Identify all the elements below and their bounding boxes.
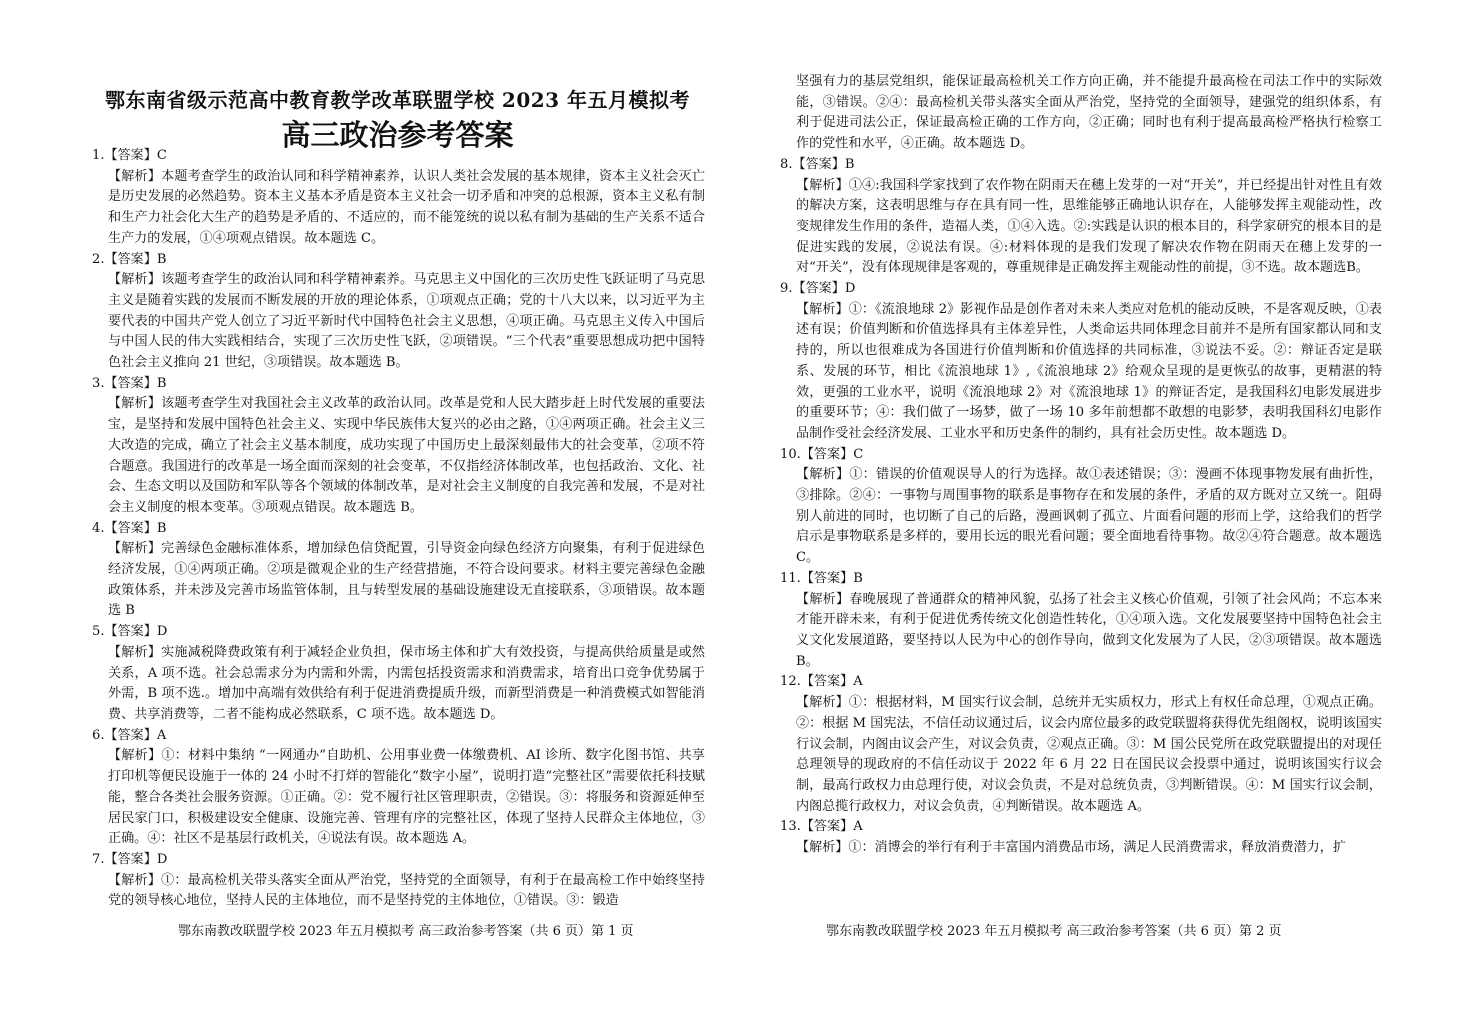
analysis-text: 【解析】本题考查学生的政治认同和科学精神素养，认识人类社会发展的基本规律，资本主义社会灭亡是历史发展的必然趋势。资本主义基本矛盾是资本主义社会一切矛盾和冲突的总根源，资本主义私有制和生产力社会化大生产的趋势是矛盾的、不适应的，而不能笼统的说以私有制为基础的生产关系不适合生产力的发展，①④项观点错误。故本题选 C。 xyxy=(108,168,705,246)
analysis-text: 坚强有力的基层党组织，能保证最高检机关工作方向正确，并不能提升最高检在司法工作中的实际效能，③错误。②④：最高检机关带头落实全面从严治党，坚持党的全面领导，建强党的组织体系，有利于促进司法公正，保证最高检正确的工作方向，②正确；同时也有利于提高最高检严格执行检察工作的党性和水平，④正确。故本题选 D。 xyxy=(796,74,1382,152)
page-footer-1: 鄂东南教改联盟学校 2023 年五月模拟考 高三政治参考答案（共 6 页）第 1 页 xyxy=(178,924,634,939)
answer-label: 1.【答案】C xyxy=(92,148,167,163)
answer-label: 5.【答案】D xyxy=(92,624,168,640)
answer-item xyxy=(778,279,1382,445)
answer-label: 7.【答案】D xyxy=(92,851,168,867)
answer-item xyxy=(778,817,1382,858)
answer-item xyxy=(778,569,1382,673)
answer-label: 12.【答案】A xyxy=(780,674,863,690)
answer-key-title: 高三政治参考答案 xyxy=(281,118,514,152)
page-footer-2: 鄂东南教改联盟学校 2023 年五月模拟考 高三政治参考答案（共 6 页）第 2 页 xyxy=(826,924,1282,939)
answer-label: 9.【答案】D xyxy=(780,281,856,297)
analysis-text: 【解析】实施减税降费政策有利于减轻企业负担，保市场主体和扩大有效投资，与提高供给质量是或然关系，A 项不选。社会总需求分为内需和外需，内需包括投资需求和消费需求，培育出口竞争优势属于外需，B 项不选.。增加中高端有效供给有利于促进消费提质升级，而新型消费是一种消费模式如智能消费、共享消费等，二者不能构成必然联系，C 项不选。故本题选 D。 xyxy=(108,644,705,722)
analysis-text: 【解析】春晚展现了普通群众的精神风貌，弘扬了社会主义核心价值观，引领了社会风尚；不忘本来才能开辟未来，有利于促进优秀传统文化创造性转化，①④项入选。文化发展要坚持中国特色社会主义文化发展道路，要坚持以人民为中心的创作导向，做到文化发展为了人民，②③项错误。故本题选 B。 xyxy=(796,591,1382,669)
answer-item xyxy=(778,445,1382,569)
answer-label: 11.【答案】B xyxy=(780,570,863,586)
right-answer-list xyxy=(778,72,1382,859)
exam-title: 鄂东南省级示范高中教育教学改革联盟学校 2023 年五月模拟考 xyxy=(104,88,691,112)
analysis-text: 【解析】完善绿色金融标准体系，增加绿色信贷配置，引导资金向绿色经济方向聚集，有利于促进绿色经济发展，①④两项正确。②项是微观企业的生产经营措施，不符合设问要求。材料主要完善绿色金融政策体系，并未涉及完善市场监管体制，且与转型发展的基础设施建设无直接联系，③项错误。故本题选 B xyxy=(108,541,705,619)
answer-item xyxy=(90,519,705,623)
answer-label: 10.【答案】C xyxy=(780,446,864,462)
answer-label: 6.【答案】A xyxy=(92,727,167,743)
answer-label: 8.【答案】B xyxy=(780,156,855,172)
analysis-text: 【解析】①：最高检机关带头落实全面从严治党，坚持党的全面领导，有利于在最高检工作中始终坚持党的领导核心地位，坚持人民的主体地位，而不是坚持党的主体地位，①错误。③：锻造 xyxy=(108,872,705,909)
answer-item xyxy=(90,850,705,912)
answer-item xyxy=(90,250,705,374)
analysis-text: 【解析】①：根据材料，M 国实行议会制，总统并无实质权力，形式上有权任命总理，①观点正确。②：根据 M 国宪法，不信任动议通过后，议会内席位最多的政党联盟将获得优先组阁权，说明该国实行议会制，内阁由议会产生，对议会负责，②观点正确。③：M 国公民党所在政党联盟提出的对现任总理领导的现政府的不信任动议于 2022 年 6 月 22 日在国民议会投票中通过，说明该国实行议会制，最高行政权力由总理行使，对议会负责，不是对总统负责，③判断错误。④：M 国实行议会制，内阁总揽行政权力，对议会负责，④判断错误。故本题选 A。 xyxy=(796,695,1382,814)
left-answer-list xyxy=(90,146,705,912)
answer-item xyxy=(90,374,705,519)
answer-label: 4.【答案】B xyxy=(92,520,167,536)
answer-item xyxy=(90,622,705,726)
answer-item xyxy=(778,155,1382,279)
analysis-text: 【解析】该题考查学生对我国社会主义改革的政治认同。改革是党和人民大踏步赶上时代发展的重要法宝，是坚持和发展中国特色社会主义、实现中华民族伟大复兴的必由之路，①④两项正确。社会主义三大改造的完成，确立了社会主义基本制度，成功实现了中国历史上最深刻最伟大的社会变革，②项不符合题意。我国进行的改革是一场全面而深刻的社会变革，不仅指经济体制改革，也包括政治、文化、社会、生态文明以及国防和军队等各个领域的体制改革，是对社会主义制度的自我完善和发展，不是对社会主义制度的根本变革。③项观点错误。故本题选 B。 xyxy=(108,396,705,515)
analysis-text: 【解析】①④:我国科学家找到了农作物在阴雨天在穗上发芽的一对“开关”，并已经提出针对性且有效的解决方案，这表明思维与存在具有同一性，思维能够正确地认识存在，人能够发挥主观能动性，改变规律发生作用的条件，造福人类，①④入选。②:实践是认识的根本目的，科学家研究的根本目的是促进实践的发展，②说法有误。④:材料体现的是我们发现了解决农作物在阴雨天在穗上发芽的一对“开关”，没有体现规律是客观的，尊重规律是正确发挥主观能动性的前提，③不选。故本题选B。 xyxy=(796,177,1382,276)
answer-item xyxy=(778,672,1382,817)
answer-label: 13.【答案】A xyxy=(780,819,863,835)
answer-label: 3.【答案】B xyxy=(92,375,167,391)
analysis-text: 【解析】①：材料中集纳 “一网通办”自助机、公用事业费一体缴费机、AI 诊所、数字化图书馆、共享打印机等便民设施于一体的 24 小时不打烊的智能化“数字小屋”，说明打造“完整社区”需要依托科技赋能，整合各类社会服务资源。①正确。②：党不履行社区管理职责，②错误。③：将服务和资源延伸至居民家门口，积极建设安全健康、设施完善、管理有序的完整社区，体现了坚持人民群众主体地位，③正确。④：社区不是基层行政机关，④说法有误。故本题选 A。 xyxy=(108,748,705,847)
analysis-text: 【解析】①：错误的价值观误导人的行为选择。故①表述错误；③：漫画不体现事物发展有曲折性，③排除。②④：一事物与周围事物的联系是事物存在和发展的条件，矛盾的双方既对立又统一。阻碍别人前进的同时，也切断了自己的后路，漫画讽刺了孤立、片面看问题的形而上学，这给我们的哲学启示是事物联系是多样的，要用长远的眼光看问题；要全面地看待事物。故②④符合题意。故本题选 C。 xyxy=(796,467,1382,566)
analysis-text: 【解析】①：《流浪地球 2》影视作品是创作者对未来人类应对危机的能动反映，不是客观反映，①表述有误；价值判断和价值选择具有主体差异性，人类命运共同体理念目前并不是所有国家都认同和支持的，所以也很难成为各国进行价值判断和价值选择的共同标准，③说法不妥。②：辩证否定是联系、发展的环节，相比《流浪地球 1》,《流浪地球 2》给观众呈现的是更恢弘的故事，更精湛的特效，更强的工业水平，说明《流浪地球 2》对《流浪地球 1》的辩证否定，是我国科幻电影发展进步的重要环节；④：我们做了一场梦，做了一场 10 多年前想都不敢想的电影梦，表明我国科幻电影作品制作受社会经济发展、工业水平和历史条件的制约，具有社会历史性。故本题选 D。 xyxy=(796,301,1382,441)
answer-label: 2.【答案】B xyxy=(92,251,167,267)
analysis-text: 【解析】该题考查学生的政治认同和科学精神素养。马克思主义中国化的三次历史性飞跃证明了马克思主义是随着实践的发展而不断发展的开放的理论体系，①项观点正确；党的十八大以来，以习近平为主要代表的中国共产党人创立了习近平新时代中国特色社会主义思想，④项正确。马克思主义传入中国后与中国人民的伟大实践相结合，实现了三次历史性飞跃，②项错误。“三个代表”重要思想成功把中国特色社会主义推向 21 世纪，③项错误。故本题选 B。 xyxy=(108,272,705,371)
answer-item xyxy=(90,146,705,250)
answer-item xyxy=(778,72,1382,155)
analysis-text: 【解析】①：消博会的举行有利于丰富国内消费品市场，满足人民消费需求，释放消费潜力，扩 xyxy=(796,840,1346,856)
answer-item xyxy=(90,726,705,850)
